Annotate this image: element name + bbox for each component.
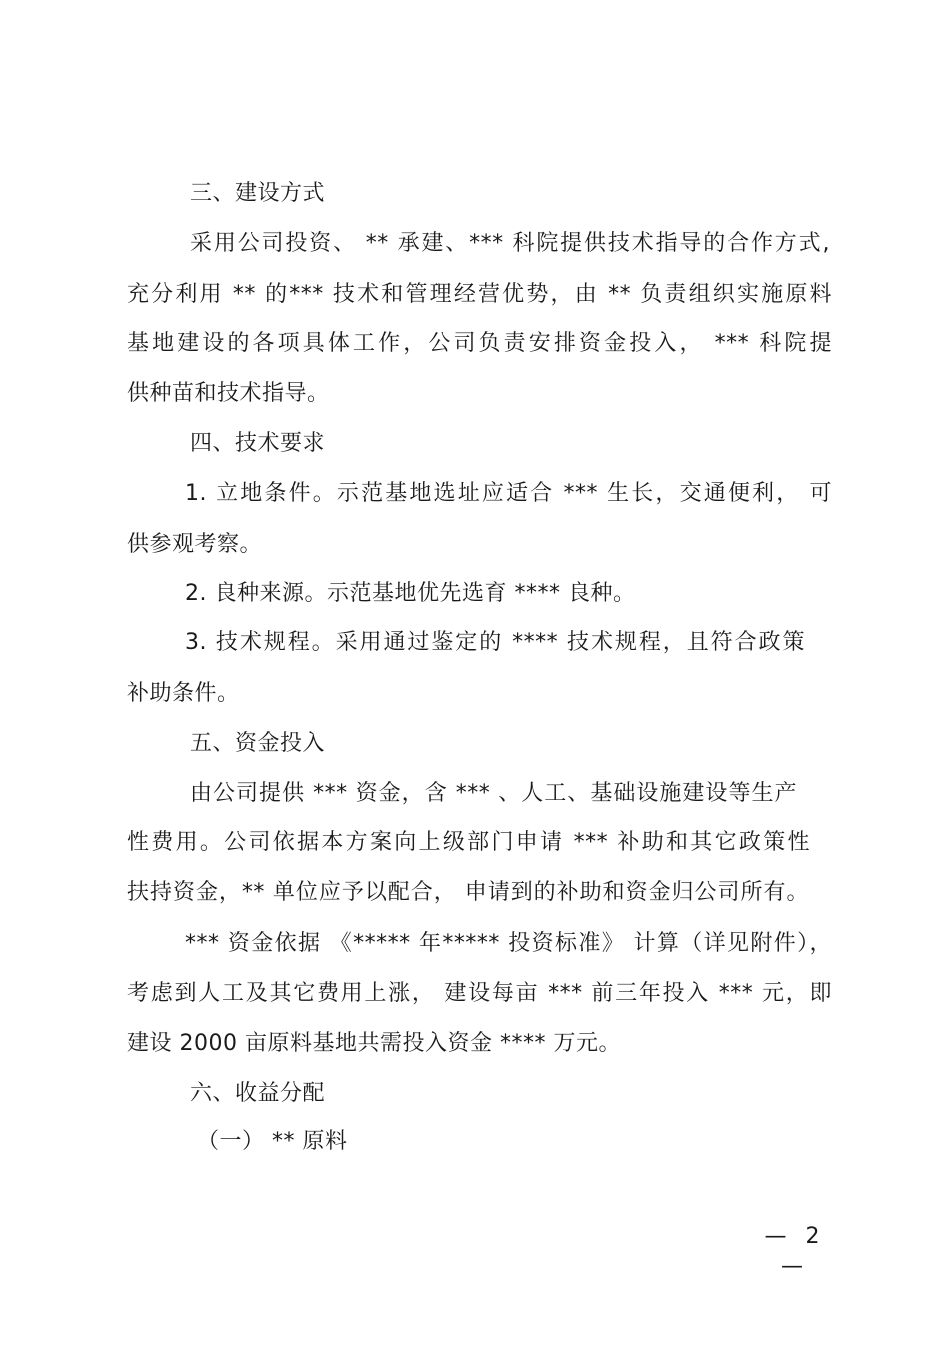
paragraph-line: 性费用。公司依据本方案向上级部门申请 *** 补助和其它政策性 (127, 830, 810, 855)
page-number: — 2 — (764, 1224, 826, 1279)
paragraph-line: 供参观考察。 (127, 532, 263, 557)
paragraph-line: 充分利用 ** 的*** 技术和管理经营优势，由 ** 负责组织实施原料 (127, 282, 832, 307)
paragraph-line: 3. 技术规程。采用通过鉴定的 **** 技术规程，且符合政策 (185, 630, 805, 655)
paragraph-line: 扶持资金，** 单位应予以配合， 申请到的补助和资金归公司所有。 (127, 880, 809, 905)
paragraph-line: 由公司提供 *** 资金，含 *** 、人工、基础设施建设等生产 (190, 781, 797, 806)
paragraph-line: 2. 良种来源。示范基地优先选育 **** 良种。 (185, 581, 636, 606)
paragraph-line: 供种苗和技术指导。 (127, 381, 330, 406)
paragraph-line: 补助条件。 (127, 681, 240, 706)
paragraph-line: 考虑到人工及其它费用上涨， 建设每亩 *** 前三年投入 *** 元，即 (127, 981, 832, 1006)
section-heading-capital-investment: 五、资金投入 (190, 731, 326, 756)
section-heading-construction-method: 三、建设方式 (190, 181, 326, 206)
paragraph-line: 基地建设的各项具体工作，公司负责安排资金投入， *** 科院提 (127, 331, 832, 356)
paragraph-line: 采用公司投资、 ** 承建、*** 科院提供技术指导的合作方式, (190, 231, 830, 256)
paragraph-line: *** 资金依据 《***** 年***** 投资标准》 计算（详见附件）， (185, 931, 832, 956)
section-heading-profit-distribution: 六、收益分配 (190, 1081, 326, 1106)
paragraph-line: 1. 立地条件。示范基地选址应适合 *** 生长，交通便利， 可 (185, 481, 832, 506)
section-heading-technical-requirements: 四、技术要求 (190, 431, 326, 456)
paragraph-line: 建设 2000 亩原料基地共需投入资金 **** 万元。 (127, 1031, 621, 1056)
subsection-heading-raw-material: （一） ** 原料 (197, 1129, 348, 1154)
